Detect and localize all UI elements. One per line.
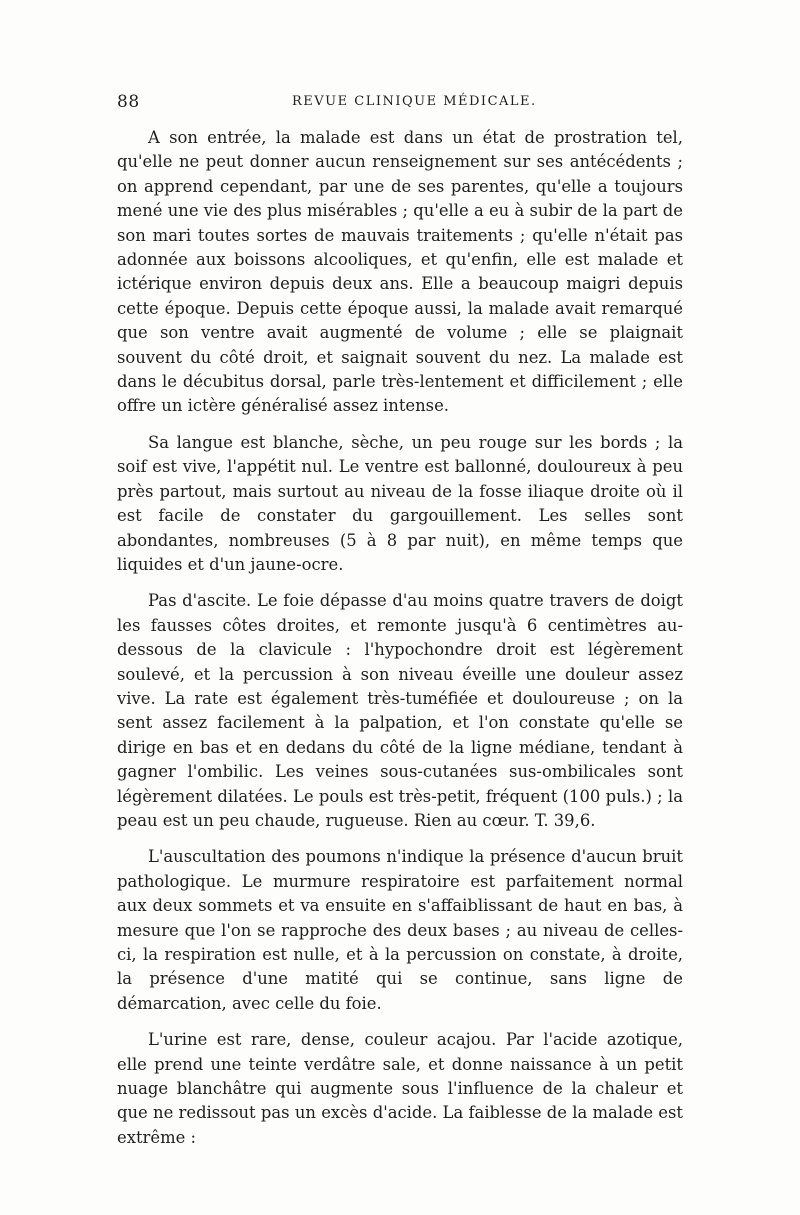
paragraph-tongue-abdomen: Sa langue est blanche, sèche, un peu rouge sur les bords ; la soif est vive, l'appétit nul. Le ventre est ballonné, douloureux à peu près partout, mais surtout au niveau de la fosse iliaque droite où il est facile de constater du gargouillement. Les selles sont abondantes, nombreuses (5 à 8 par nuit), en même temps que liquides et d'un jaune-ocre. (117, 432, 683, 574)
paragraph-admission: A son entrée, la malade est dans un état de prostration tel, qu'elle ne peut donner aucun renseignement sur ses antécédents ; on apprend cependant, par une de ses parentes, qu'elle a toujours mené une vie des plus misérables ; qu'elle a eu à subir de la part de son mari toutes sortes de mauvais traitements ; qu'elle n'était pas adonnée aux boissons alcooliques, et qu'enfin, elle est malade et ictérique environ depuis deux ans. Elle a beaucoup maigri depuis cette époque. Depuis cette époque aussi, la malade avait remarqué que son ventre avait augmenté de volume ; elle se plaignait souvent du côté droit, et saignait souvent du nez. La malade est dans le décubitus dorsal, parle très-lentement et difficilement ; elle offre un ictère généralisé assez intense. (117, 128, 683, 416)
paragraph-liver-spleen: Pas d'ascite. Le foie dépasse d'au moins quatre travers de doigt les fausses côtes droites, et remonte jusqu'à 6 centimètres au-dessous de la clavicule : l'hypochondre droit est légèrement soulevé, et la percussion à son niveau éveille une douleur assez vive. La rate est également très-tuméfiée et douloureuse ; on la sent assez facilement à la palpation, et l'on constate qu'elle se dirige en bas et en dedans du côté de la ligne médiane, tendant à gagner l'ombilic. Les veines sous-cutanées sus-ombilicales sont légèrement dilatées. Le pouls est très-petit, fréquent (100 puls.) ; la peau est un peu chaude, rugueuse. Rien au cœur. T. 39,6. (117, 591, 683, 830)
body-text (117, 126, 683, 1162)
page-number: 88 (117, 92, 140, 112)
running-head (117, 92, 683, 114)
paragraph-urine: L'urine est rare, dense, couleur acajou. Par l'acide azotique, elle prend une teinte verdâtre sale, et donne naissance à un petit nuage blanchâtre qui augmente sous l'influence de la chaleur et que ne redissout pas un excès d'acide. La faiblesse de la malade est extrême : (117, 1030, 683, 1147)
journal-title: REVUE CLINIQUE MÉDICALE. (292, 94, 537, 109)
paragraph-auscultation: L'auscultation des poumons n'indique la présence d'aucun bruit pathologique. Le murmure respiratoire est parfaitement normal aux deux sommets et va ensuite en s'affaiblissant de haut en bas, à mesure que l'on se rapproche des deux bases ; au niveau de celles-ci, la respiration est nulle, et à la percussion on constate, à droite, la présence d'une matité qui se continue, sans ligne de démarcation, avec celle du foie. (117, 847, 683, 1013)
